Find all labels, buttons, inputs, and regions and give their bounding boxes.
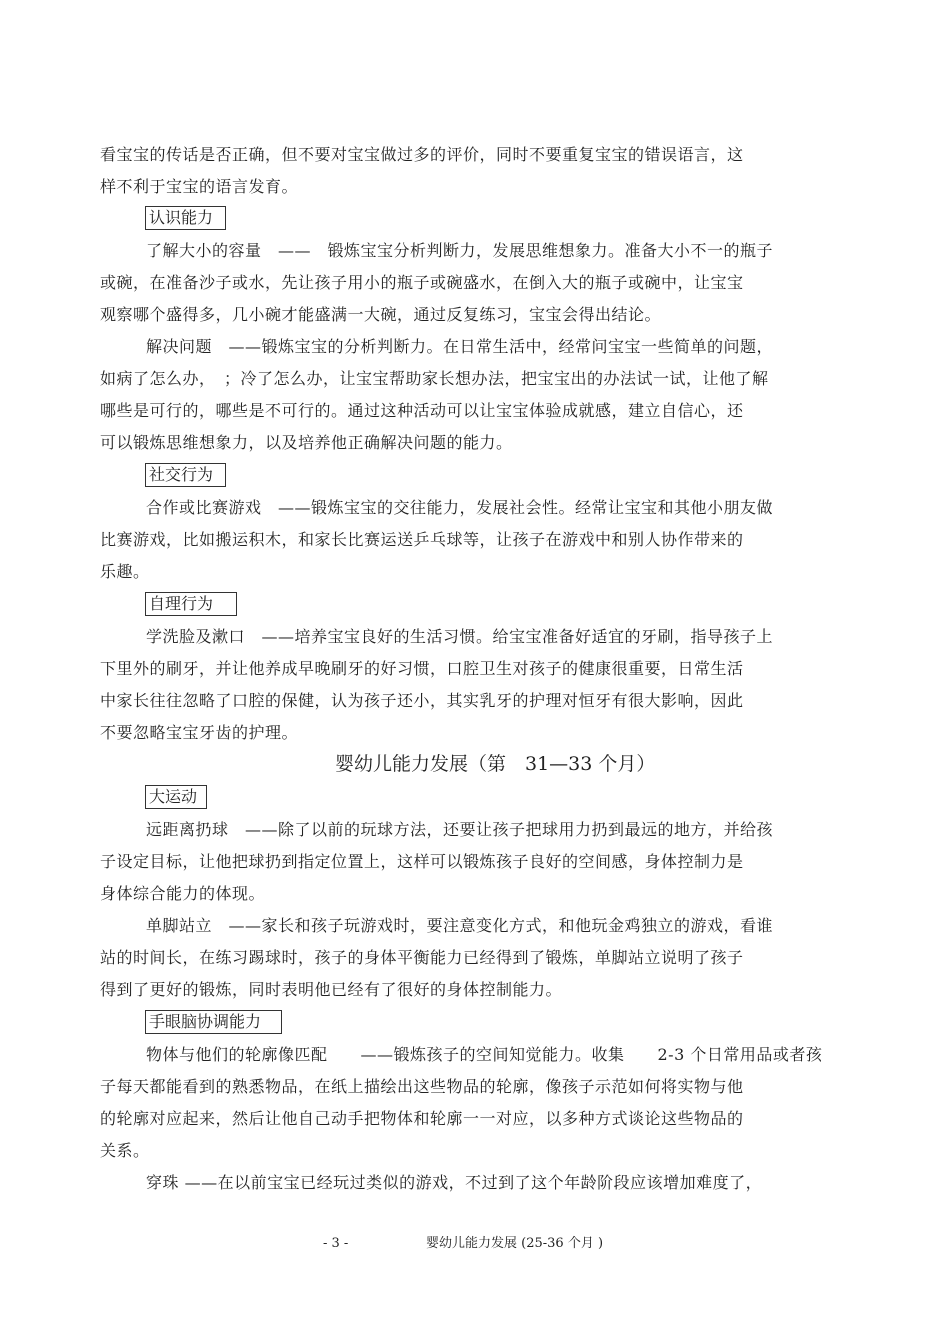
paragraph-line: 看宝宝的传话是否正确，但不要对宝宝做过多的评价，同时不要重复宝宝的错误语言，这 <box>100 145 744 164</box>
section-title: 婴幼儿能力发展（第 31—33 个月） <box>335 753 656 775</box>
page-number: - 3 - <box>323 1236 349 1251</box>
paragraph-line: 或碗，在准备沙子或水，先让孩子用小的瓶子或碗盛水，在倒入大的瓶子或碗中，让宝宝 <box>100 273 744 292</box>
paragraph-line: 观察哪个盛得多，几小碗才能盛满一大碗，通过反复练习，宝宝会得出结论。 <box>100 305 662 324</box>
paragraph-line: 了解大小的容量 —— 锻炼宝宝分析判断力，发展思维想象力。准备大小不一的瓶子 <box>146 241 774 260</box>
paragraph-line: 站的时间长，在练习踢球时，孩子的身体平衡能力已经得到了锻炼，单脚站立说明了孩子 <box>100 948 744 967</box>
paragraph-line: 哪些是可行的，哪些是不可行的。通过这种活动可以让宝宝体验成就感，建立自信心，还 <box>100 401 744 420</box>
paragraph-line: 穿珠 ——在以前宝宝已经玩过类似的游戏，不过到了这个年龄阶段应该增加难度了， <box>146 1173 763 1192</box>
paragraph-line: 子设定目标，让他把球扔到指定位置上，这样可以锻炼孩子良好的空间感，身体控制力是 <box>100 852 744 871</box>
paragraph-line: 解决问题 ——锻炼宝宝的分析判断力。在日常生活中，经常问宝宝一些简单的问题， <box>146 337 774 356</box>
paragraph-line: 学洗脸及漱口 ——培养宝宝良好的生活习惯。给宝宝准备好适宜的牙刷，指导孩子上 <box>146 627 774 646</box>
paragraph-line: 不要忽略宝宝牙齿的护理。 <box>100 723 299 742</box>
section-heading-coordination: 手眼脑协调能力 <box>145 1010 282 1034</box>
paragraph-line: 比赛游戏，比如搬运积木，和家长比赛运送乒乓球等，让孩子在游戏中和别人协作带来的 <box>100 530 744 549</box>
paragraph-line: 得到了更好的锻炼，同时表明他已经有了很好的身体控制能力。 <box>100 980 563 999</box>
paragraph-line: 样不利于宝宝的语言发育。 <box>100 177 299 196</box>
paragraph-line: 的轮廓对应起来，然后让他自己动手把物体和轮廓一一对应，以多种方式谈论这些物品的 <box>100 1109 744 1128</box>
footer-title: 婴幼儿能力发展 (25-36 个月 ) <box>426 1236 604 1251</box>
paragraph-line: 身体综合能力的体现。 <box>100 884 266 903</box>
paragraph-line: 中家长往往忽略了口腔的保健，认为孩子还小，其实乳牙的护理对恒牙有很大影响，因此 <box>100 691 744 710</box>
section-heading-selfcare: 自理行为 <box>145 592 237 616</box>
paragraph-line: 可以锻炼思维想象力，以及培养他正确解决问题的能力。 <box>100 433 513 452</box>
section-heading-gross-motor: 大运动 <box>145 785 207 809</box>
paragraph-line: 关系。 <box>100 1141 150 1160</box>
paragraph-line: 下里外的刷牙，并让他养成早晚刷牙的好习惯，口腔卫生对孩子的健康很重要，日常生活 <box>100 659 744 678</box>
paragraph-line: 物体与他们的轮廓像匹配 ——锻炼孩子的空间知觉能力。收集 2-3 个日常用品或者孩 <box>146 1045 823 1064</box>
paragraph-line: 乐趣。 <box>100 562 150 581</box>
paragraph-line: 如病了怎么办， ；冷了怎么办，让宝宝帮助家长想办法，把宝宝出的办法试一试，让他了解 <box>100 369 769 388</box>
paragraph-line: 合作或比赛游戏 ——锻炼宝宝的交往能力，发展社会性。经常让宝宝和其他小朋友做 <box>146 498 774 517</box>
section-heading-social: 社交行为 <box>145 463 226 487</box>
paragraph-line: 远距离扔球 ——除了以前的玩球方法，还要让孩子把球用力扔到最远的地方，并给孩 <box>146 820 774 839</box>
section-heading-cognition: 认识能力 <box>145 206 226 230</box>
paragraph-line: 子每天都能看到的熟悉物品，在纸上描绘出这些物品的轮廓，像孩子示范如何将实物与他 <box>100 1077 744 1096</box>
paragraph-line: 单脚站立 ——家长和孩子玩游戏时，要注意变化方式，和他玩金鸡独立的游戏，看谁 <box>146 916 774 935</box>
